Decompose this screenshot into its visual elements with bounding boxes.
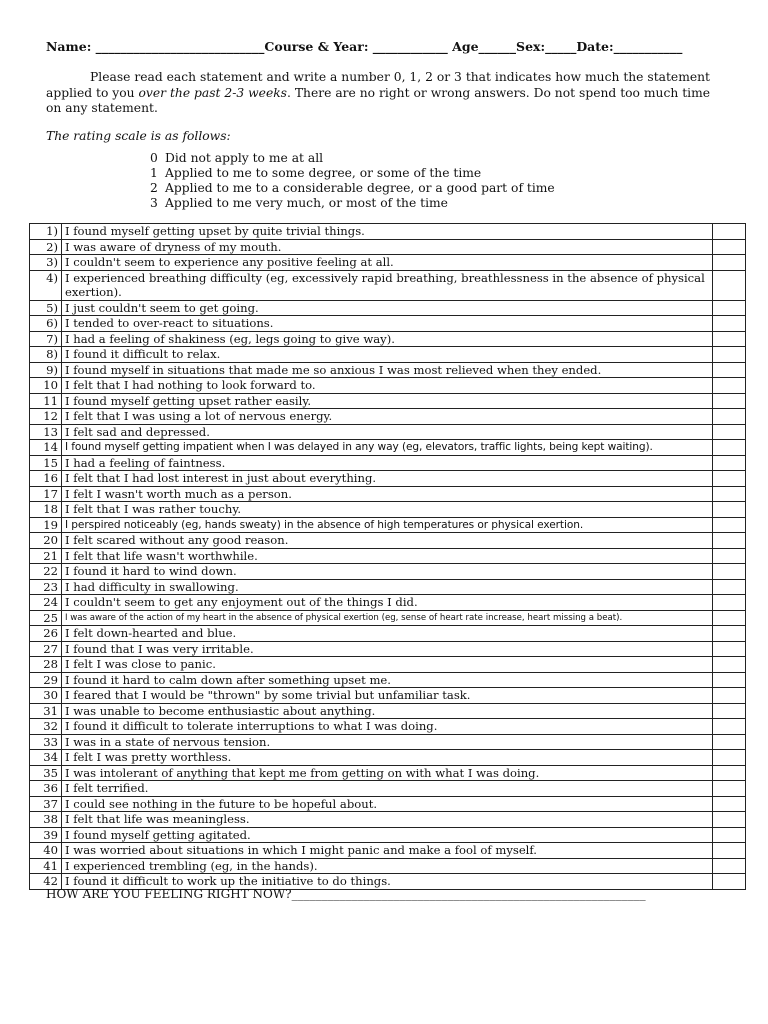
response-cell[interactable] <box>713 796 746 812</box>
table-row <box>30 858 746 874</box>
item-statement: I felt that I was using a lot of nervous energy. <box>62 409 713 425</box>
table-row <box>30 595 746 611</box>
item-number: 14 <box>30 440 62 456</box>
item-statement: I found it hard to calm down after something upset me. <box>62 672 713 688</box>
table-row <box>30 610 746 626</box>
table-row <box>30 657 746 673</box>
item-number: 13 <box>30 424 62 440</box>
item-number: 29 <box>30 672 62 688</box>
table-row <box>30 455 746 471</box>
item-statement: I tended to over-react to situations. <box>62 316 713 332</box>
response-cell[interactable] <box>713 440 746 456</box>
item-number: 23 <box>30 579 62 595</box>
response-cell[interactable] <box>713 719 746 735</box>
item-statement: I was in a state of nervous tension. <box>62 734 713 750</box>
table-row <box>30 440 746 456</box>
item-number: 11 <box>30 393 62 409</box>
item-statement: I had a feeling of shakiness (eg, legs going to give way). <box>62 331 713 347</box>
item-statement: I felt that life wasn't worthwhile. <box>62 548 713 564</box>
item-number: 41 <box>30 858 62 874</box>
response-cell[interactable] <box>713 316 746 332</box>
response-cell[interactable] <box>713 455 746 471</box>
response-cell[interactable] <box>713 595 746 611</box>
item-statement: I found it difficult to work up the initiative to do things. <box>62 874 713 890</box>
item-statement: I found it difficult to tolerate interruptions to what I was doing. <box>62 719 713 735</box>
table-row <box>30 393 746 409</box>
table-row <box>30 502 746 518</box>
response-cell[interactable] <box>713 688 746 704</box>
table-row <box>30 362 746 378</box>
response-cell[interactable] <box>713 517 746 533</box>
scale-number: 2 <box>150 181 158 195</box>
item-statement: I found myself getting upset by quite trivial things. <box>62 224 713 240</box>
item-statement: I felt I was close to panic. <box>62 657 713 673</box>
scale-number: 1 <box>150 166 158 180</box>
table-row <box>30 579 746 595</box>
response-cell[interactable] <box>713 424 746 440</box>
item-statement: I could see nothing in the future to be hopeful about. <box>62 796 713 812</box>
table-row <box>30 347 746 363</box>
response-cell[interactable] <box>713 409 746 425</box>
scale-text: Applied to me to a considerable degree, or a good part of time <box>165 181 555 195</box>
response-cell[interactable] <box>713 657 746 673</box>
item-number: 17 <box>30 486 62 502</box>
response-cell[interactable] <box>713 672 746 688</box>
scale-text: Applied to me very much, or most of the time <box>165 196 448 210</box>
item-statement: I felt sad and depressed. <box>62 424 713 440</box>
table-row <box>30 750 746 766</box>
response-cell[interactable] <box>713 843 746 859</box>
table-row <box>30 331 746 347</box>
table-row <box>30 734 746 750</box>
table-row <box>30 270 746 300</box>
table-row <box>30 255 746 271</box>
item-number: 10 <box>30 378 62 394</box>
response-cell[interactable] <box>713 347 746 363</box>
table-row <box>30 843 746 859</box>
item-number: 7) <box>30 331 62 347</box>
item-statement: I was worried about situations in which I might panic and make a fool of myself. <box>62 843 713 859</box>
item-number: 42 <box>30 874 62 890</box>
table-row <box>30 703 746 719</box>
item-statement: I couldn't seem to experience any positive feeling at all. <box>62 255 713 271</box>
response-cell[interactable] <box>713 858 746 874</box>
table-row <box>30 548 746 564</box>
item-number: 8) <box>30 347 62 363</box>
response-cell[interactable] <box>713 270 746 300</box>
table-row <box>30 765 746 781</box>
response-cell[interactable] <box>713 579 746 595</box>
item-statement: I couldn't seem to get any enjoyment out of the things I did. <box>62 595 713 611</box>
instructions-part1: Please read each statement and write a number 0, 1, 2 or 3 that indicates how much the statement applied to you <box>46 70 710 100</box>
table-row <box>30 719 746 735</box>
feeling-prompt[interactable]: HOW ARE YOU FEELING RIGHT NOW?___________________________________________________________ <box>46 887 646 901</box>
item-statement: I was aware of the action of my heart in the absence of physical exertion (eg, sense of heart rate increase, heart missing a beat). <box>62 610 713 626</box>
item-statement: I felt terrified. <box>62 781 713 797</box>
item-number: 1) <box>30 224 62 240</box>
item-number: 39 <box>30 827 62 843</box>
item-number: 19 <box>30 517 62 533</box>
item-statement: I found myself getting impatient when I was delayed in any way (eg, elevators, traffic lights, being kept waiting). <box>62 440 713 456</box>
statements-table <box>29 223 746 890</box>
table-row <box>30 533 746 549</box>
item-number: 26 <box>30 626 62 642</box>
item-number: 20 <box>30 533 62 549</box>
table-row <box>30 626 746 642</box>
response-cell[interactable] <box>713 300 746 316</box>
table-row <box>30 424 746 440</box>
item-statement: I had a feeling of faintness. <box>62 455 713 471</box>
response-cell[interactable] <box>713 626 746 642</box>
item-number: 28 <box>30 657 62 673</box>
item-number: 5) <box>30 300 62 316</box>
response-cell[interactable] <box>713 548 746 564</box>
response-cell[interactable] <box>713 610 746 626</box>
item-statement: I experienced breathing difficulty (eg, excessively rapid breathing, breathlessness in the absence of physical exertion). <box>62 270 713 300</box>
item-statement: I felt that I was rather touchy. <box>62 502 713 518</box>
table-row <box>30 316 746 332</box>
item-number: 32 <box>30 719 62 735</box>
item-statement: I felt scared without any good reason. <box>62 533 713 549</box>
table-row <box>30 517 746 533</box>
scale-text: Did not apply to me at all <box>165 151 324 165</box>
item-number: 36 <box>30 781 62 797</box>
item-number: 40 <box>30 843 62 859</box>
response-cell[interactable] <box>713 765 746 781</box>
item-statement: I felt I wasn't worth much as a person. <box>62 486 713 502</box>
response-cell[interactable] <box>713 703 746 719</box>
item-number: 22 <box>30 564 62 580</box>
response-cell[interactable] <box>713 502 746 518</box>
table-row <box>30 564 746 580</box>
response-cell[interactable] <box>713 641 746 657</box>
table-row <box>30 827 746 843</box>
item-number: 37 <box>30 796 62 812</box>
response-cell[interactable] <box>713 378 746 394</box>
scale-number: 0 <box>150 151 158 165</box>
instructions <box>46 70 710 117</box>
response-cell[interactable] <box>713 781 746 797</box>
item-number: 35 <box>30 765 62 781</box>
item-number: 33 <box>30 734 62 750</box>
item-statement: I was intolerant of anything that kept me from getting on with what I was doing. <box>62 765 713 781</box>
item-number: 30 <box>30 688 62 704</box>
scale-item <box>150 196 555 211</box>
item-statement: I felt that life was meaningless. <box>62 812 713 828</box>
table-row <box>30 688 746 704</box>
item-number: 18 <box>30 502 62 518</box>
table-row <box>30 409 746 425</box>
table-row <box>30 641 746 657</box>
item-number: 9) <box>30 362 62 378</box>
response-cell[interactable] <box>713 827 746 843</box>
table-row <box>30 672 746 688</box>
item-number: 31 <box>30 703 62 719</box>
instructions-emphasis: over the past 2-3 weeks <box>138 85 287 100</box>
response-cell[interactable] <box>713 471 746 487</box>
item-number: 27 <box>30 641 62 657</box>
response-cell[interactable] <box>713 224 746 240</box>
item-statement: I found it difficult to relax. <box>62 347 713 363</box>
item-number: 34 <box>30 750 62 766</box>
item-statement: I found it hard to wind down. <box>62 564 713 580</box>
table-row <box>30 300 746 316</box>
response-cell[interactable] <box>713 533 746 549</box>
response-cell[interactable] <box>713 874 746 890</box>
item-number: 2) <box>30 239 62 255</box>
table-row <box>30 812 746 828</box>
item-statement: I found myself getting upset rather easily. <box>62 393 713 409</box>
table-row <box>30 796 746 812</box>
table-row <box>30 224 746 240</box>
item-statement: I found myself getting agitated. <box>62 827 713 843</box>
response-cell[interactable] <box>713 812 746 828</box>
item-statement: I found myself in situations that made me so anxious I was most relieved when they ended. <box>62 362 713 378</box>
item-number: 6) <box>30 316 62 332</box>
response-cell[interactable] <box>713 734 746 750</box>
item-number: 38 <box>30 812 62 828</box>
item-number: 16 <box>30 471 62 487</box>
response-cell[interactable] <box>713 486 746 502</box>
response-cell[interactable] <box>713 362 746 378</box>
item-statement: I felt down-hearted and blue. <box>62 626 713 642</box>
table-row <box>30 378 746 394</box>
item-statement: I felt I was pretty worthless. <box>62 750 713 766</box>
instructions-part2: . There are no right or wrong answers. Do not spend too much time on any statement. <box>46 85 711 115</box>
header-fields[interactable]: Name: ___________________________Course & Year: ____________ Age______Sex:_____Date:___________ <box>46 39 683 54</box>
item-statement: I experienced trembling (eg, in the hands). <box>62 858 713 874</box>
scale-item <box>150 166 555 181</box>
scale-text: Applied to me to some degree, or some of the time <box>165 166 482 180</box>
item-number: 25 <box>30 610 62 626</box>
item-statement: I was aware of dryness of my mouth. <box>62 239 713 255</box>
item-statement: I found that I was very irritable. <box>62 641 713 657</box>
item-statement: I felt that I had nothing to look forward to. <box>62 378 713 394</box>
table-row <box>30 781 746 797</box>
statements-body <box>30 224 746 890</box>
item-number: 15 <box>30 455 62 471</box>
item-number: 3) <box>30 255 62 271</box>
response-cell[interactable] <box>713 255 746 271</box>
scale-number: 3 <box>150 196 158 210</box>
item-number: 21 <box>30 548 62 564</box>
item-statement: I feared that I would be "thrown" by some trivial but unfamiliar task. <box>62 688 713 704</box>
item-statement: I felt that I had lost interest in just about everything. <box>62 471 713 487</box>
response-cell[interactable] <box>713 239 746 255</box>
response-cell[interactable] <box>713 564 746 580</box>
item-number: 12 <box>30 409 62 425</box>
response-cell[interactable] <box>713 750 746 766</box>
table-row <box>30 486 746 502</box>
item-number: 24 <box>30 595 62 611</box>
scale-item <box>150 181 555 196</box>
response-cell[interactable] <box>713 393 746 409</box>
rating-scale-heading: The rating scale is as follows: <box>46 129 231 143</box>
item-number: 4) <box>30 270 62 300</box>
response-cell[interactable] <box>713 331 746 347</box>
item-statement: I perspired noticeably (eg, hands sweaty) in the absence of high temperatures or physical exertion. <box>62 517 713 533</box>
item-statement: I was unable to become enthusiastic about anything. <box>62 703 713 719</box>
item-statement: I just couldn't seem to get going. <box>62 300 713 316</box>
table-row <box>30 471 746 487</box>
scale-item <box>150 151 555 166</box>
table-row <box>30 239 746 255</box>
rating-scale-list <box>150 151 555 211</box>
item-statement: I had difficulty in swallowing. <box>62 579 713 595</box>
